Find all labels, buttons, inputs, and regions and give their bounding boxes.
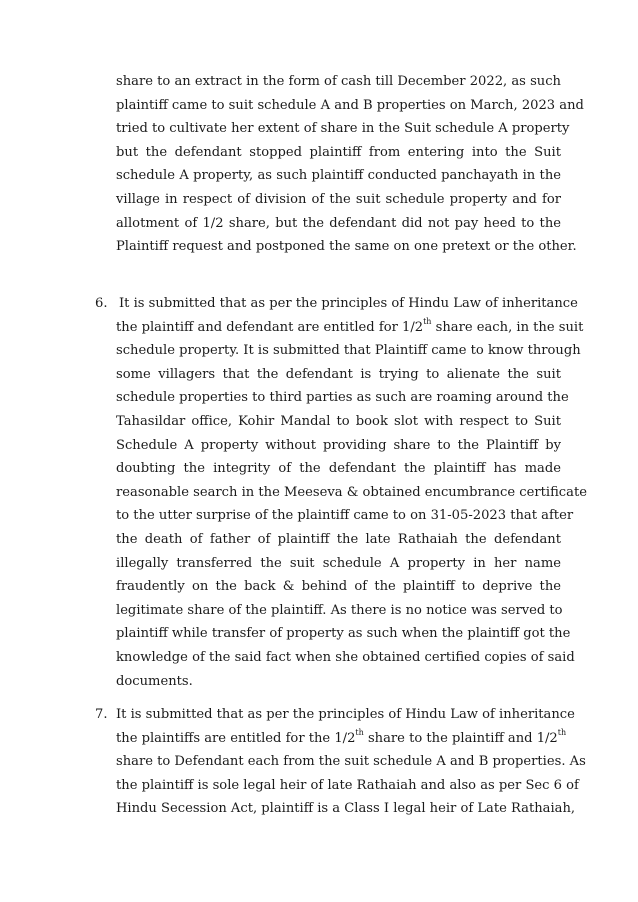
text-line: share to an extract in the form of cash till December 2022, as such <box>116 74 561 89</box>
text-line: plaintiff while transfer of property as such when the plaintiff got the <box>116 626 571 642</box>
text-line: reasonable search in the Meeseva & obtained encumbrance certificate <box>116 484 587 500</box>
text-segment: the plaintiff and defendant are entitled for 1/2 <box>116 319 424 335</box>
text-line: illegally transferred the suit schedule A property in her name <box>116 555 561 571</box>
paragraph-number: 7. <box>95 707 108 722</box>
superscript: th <box>423 317 432 327</box>
text-line: knowledge of the said fact when she obtained certified copies of said <box>116 649 575 665</box>
text-segment: share each, in the suit <box>431 319 584 335</box>
text-line: Tahasildar office, Kohir Mandal to book slot with respect to Suit <box>116 413 561 429</box>
text-line: doubting the integrity of the defendant the plaintiff has made <box>116 461 561 477</box>
text-segment: share to the plaintiff and 1/2 <box>363 730 558 746</box>
text-segment: the plaintiffs are entitled for the 1/2 <box>116 730 356 746</box>
text-line: but the defendant stopped plaintiff from entering into the Suit <box>116 144 561 160</box>
text-line: some villagers that the defendant is trying to alienate the suit <box>116 366 561 382</box>
text-line: Hindu Secession Act, plaintiff is a Class I legal heir of Late Rathaiah, <box>116 801 576 817</box>
text-line: to the utter surprise of the plaintiff came to on 31-05-2023 that after <box>116 508 574 524</box>
text-line: share to Defendant each from the suit schedule A and B properties. As <box>116 754 586 770</box>
text-line: schedule property. It is submitted that Plaintiff came to know through <box>116 343 581 359</box>
text-line: schedule A property, as such plaintiff conducted panchayath in the <box>116 168 561 184</box>
text-line-with-superscript <box>116 727 567 751</box>
text-line: the death of father of plaintiff the late Rathaiah the defendant <box>116 531 561 547</box>
text-line: the plaintiff is sole legal heir of late Rathaiah and also as per Sec 6 of <box>116 777 579 793</box>
text-line: It is submitted that as per the principles of Hindu Law of inheritance <box>119 296 578 311</box>
superscript: th <box>557 728 567 738</box>
text-line: fraudently on the back & behind of the plaintiff to deprive the <box>116 579 561 595</box>
paragraph-7 <box>116 703 586 821</box>
text-line: allotment of 1/2 share, but the defendant did not pay heed to the <box>116 215 561 231</box>
text-line: plaintiff came to suit schedule A and B properties on March, 2023 and <box>116 97 584 113</box>
text-line: documents. <box>116 673 193 689</box>
text-line: Plaintiff request and postponed the same on one pretext or the other. <box>116 239 577 255</box>
text-line: Schedule A property without providing share to the Plaintiff by <box>116 437 561 453</box>
superscript: th <box>355 728 364 738</box>
text-line: village in respect of division of the suit schedule property and for <box>116 191 561 207</box>
text-line-with-superscript <box>116 316 584 340</box>
paragraph-6 <box>116 292 587 693</box>
paragraph-number: 6. <box>95 296 108 311</box>
text-line: tried to cultivate her extent of share in the Suit schedule A property <box>116 121 570 137</box>
text-line: legitimate share of the plaintiff. As there is no notice was served to <box>116 602 563 618</box>
text-line: schedule properties to third parties as such are roaming around the <box>116 390 569 406</box>
text-line: It is submitted that as per the principles of Hindu Law of inheritance <box>116 707 575 722</box>
paragraph-continuation <box>116 70 584 259</box>
